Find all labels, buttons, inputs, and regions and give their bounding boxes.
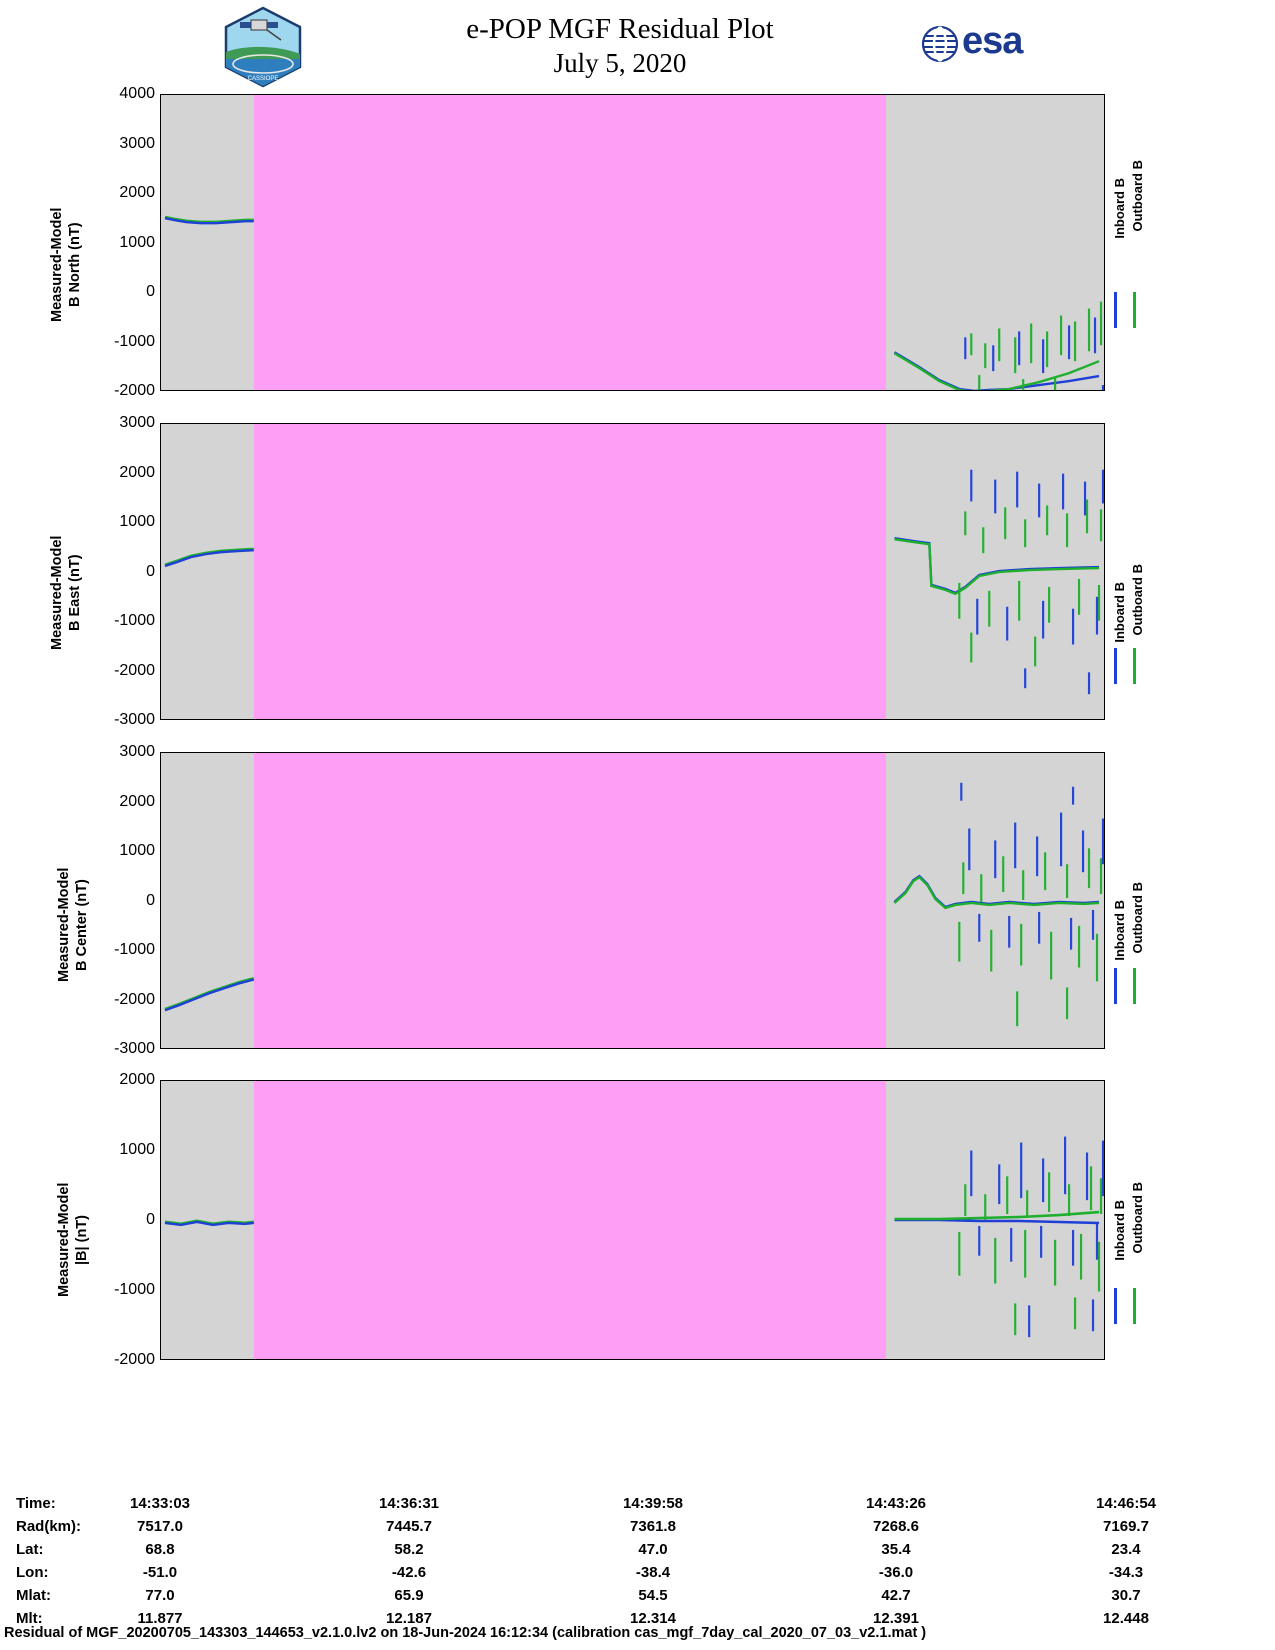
panel-2-traces — [161, 424, 1104, 719]
lat-value-5: 23.4 — [1111, 1541, 1141, 1558]
table-row-lon — [16, 1564, 1166, 1587]
table-row-rad — [16, 1518, 1166, 1541]
time-value-5: 14:46:54 — [1095, 1495, 1157, 1512]
mlat-value-5: 30.7 — [1111, 1587, 1141, 1604]
panel-b-east — [160, 423, 1105, 720]
time-value-4: 14:43:26 — [865, 1495, 927, 1512]
row-label-time: Time: — [16, 1495, 56, 1512]
panel-2-y-title-line1: Measured-Model — [49, 535, 65, 651]
panel-2-legend-swatch-inboard — [1114, 648, 1117, 684]
panel-3-y-axis-title — [55, 810, 91, 1040]
panel-3-y-title-line1: Measured-Model — [56, 867, 72, 983]
panel-1-legend-inboard: Inboard B — [1112, 178, 1127, 239]
panel-4-legend-outboard: Outboard B — [1130, 1182, 1145, 1254]
row-label-lat: Lat: — [16, 1541, 44, 1558]
panel-4-legend-inboard: Inboard B — [1112, 1200, 1127, 1261]
panel-4-y-title-line1: Measured-Model — [56, 1182, 72, 1298]
panel-1-y-title-line2: B North (nT) — [67, 222, 84, 308]
panel-3-y-title-line2: B Center (nT) — [74, 879, 91, 971]
panel-3-legend-swatch-outboard — [1133, 968, 1136, 1004]
mlat-value-2: 65.9 — [394, 1587, 424, 1604]
rad-value-5: 7169.7 — [1103, 1518, 1149, 1535]
footer-caption: Residual of MGF_20200705_143303_144653_v2.1.0.lv2 on 18-Jun-2024 16:12:34 (calibration cas_mgf_7day_cal_2020_07_03_v2.1.mat ) — [4, 1625, 927, 1641]
panel-3-legend-swatch-inboard — [1114, 968, 1117, 1004]
ephemeris-table — [16, 1495, 1166, 1633]
panel-1-legend-swatch-outboard — [1133, 292, 1136, 328]
swarm-mission-patch-icon — [221, 6, 305, 88]
mlat-value-3: 54.5 — [638, 1587, 668, 1604]
title-subtitle: July 5, 2020 — [553, 48, 687, 79]
panel-4-legend-swatch-outboard — [1133, 1288, 1136, 1324]
panel-2-y-axis-title — [48, 478, 84, 708]
rad-value-1: 7517.0 — [137, 1518, 183, 1535]
panel-4-traces — [161, 1081, 1104, 1359]
lon-value-3: -38.4 — [635, 1564, 671, 1581]
panel-1-y-tick-labels: 4000 3000 2000 1000 0 -1000 -2000 — [114, 85, 155, 399]
mlt-value-2: 12.187 — [386, 1610, 432, 1627]
lat-value-1: 68.8 — [145, 1541, 175, 1558]
esa-logo — [920, 22, 1045, 67]
mlt-value-5: 12.448 — [1103, 1610, 1149, 1627]
panel-4-y-tick-labels: 2000 1000 0 -1000 -2000 — [114, 1071, 155, 1368]
panel-4-y-axis-title — [55, 1135, 91, 1345]
mlt-value-1: 11.877 — [137, 1610, 183, 1627]
mlat-value-1: 77.0 — [145, 1587, 175, 1604]
lon-value-4: -36.0 — [878, 1564, 914, 1581]
lon-value-1: -51.0 — [142, 1564, 178, 1581]
panel-3-legend-outboard: Outboard B — [1130, 882, 1145, 954]
row-label-lon: Lon: — [16, 1564, 49, 1581]
lat-value-3: 47.0 — [638, 1541, 668, 1558]
esa-logo-text: esa — [962, 20, 1023, 62]
panel-2-y-title-line2: B East (nT) — [67, 554, 84, 632]
svg-text:CASSIOPE: CASSIOPE — [247, 76, 279, 82]
panel-1-y-title-line1: Measured-Model — [49, 207, 65, 323]
page-title — [330, 12, 910, 80]
table-row-mlat — [16, 1587, 1166, 1610]
lon-value-5: -34.3 — [1108, 1564, 1144, 1581]
row-label-mlat: Mlat: — [16, 1587, 51, 1604]
mlt-value-4: 12.391 — [873, 1610, 919, 1627]
panel-1-traces — [161, 95, 1104, 390]
table-row-time — [16, 1495, 1166, 1518]
panel-3-y-tick-labels: 3000 2000 1000 0 -1000 -2000 -3000 — [114, 743, 155, 1057]
row-label-mlt: Mlt: — [16, 1610, 43, 1627]
panel-b-magnitude — [160, 1080, 1105, 1360]
panel-1-y-axis-title — [48, 150, 84, 380]
panel-2-legend-outboard: Outboard B — [1130, 564, 1145, 636]
panel-1-legend-swatch-inboard — [1114, 292, 1117, 328]
rad-value-4: 7268.6 — [873, 1518, 919, 1535]
panel-2-legend-swatch-outboard — [1133, 648, 1136, 684]
time-value-1: 14:33:03 — [129, 1495, 191, 1512]
panel-1-legend-outboard: Outboard B — [1130, 160, 1145, 232]
page-header — [0, 0, 1275, 92]
panel-3-traces — [161, 753, 1104, 1048]
mlat-value-4: 42.7 — [881, 1587, 911, 1604]
time-value-2: 14:36:31 — [378, 1495, 440, 1512]
time-value-3: 14:39:58 — [622, 1495, 684, 1512]
lat-value-2: 58.2 — [394, 1541, 424, 1558]
row-label-rad: Rad(km): — [16, 1518, 82, 1535]
rad-value-3: 7361.8 — [630, 1518, 676, 1535]
panel-b-north — [160, 94, 1105, 391]
lat-value-4: 35.4 — [881, 1541, 911, 1558]
title-main: e-POP MGF Residual Plot — [466, 13, 774, 45]
rad-value-2: 7445.7 — [386, 1518, 432, 1535]
panel-2-legend-inboard: Inboard B — [1112, 582, 1127, 643]
panel-b-center — [160, 752, 1105, 1049]
table-row-lat — [16, 1541, 1166, 1564]
mlt-value-3: 12.314 — [630, 1610, 676, 1627]
panel-3-legend-inboard: Inboard B — [1112, 900, 1127, 961]
panel-4-y-title-line2: |B| (nT) — [74, 1215, 91, 1265]
lon-value-2: -42.6 — [391, 1564, 427, 1581]
panel-4-legend-swatch-inboard — [1114, 1288, 1117, 1324]
panel-2-y-tick-labels: 3000 2000 1000 0 -1000 -2000 -3000 — [114, 414, 155, 728]
